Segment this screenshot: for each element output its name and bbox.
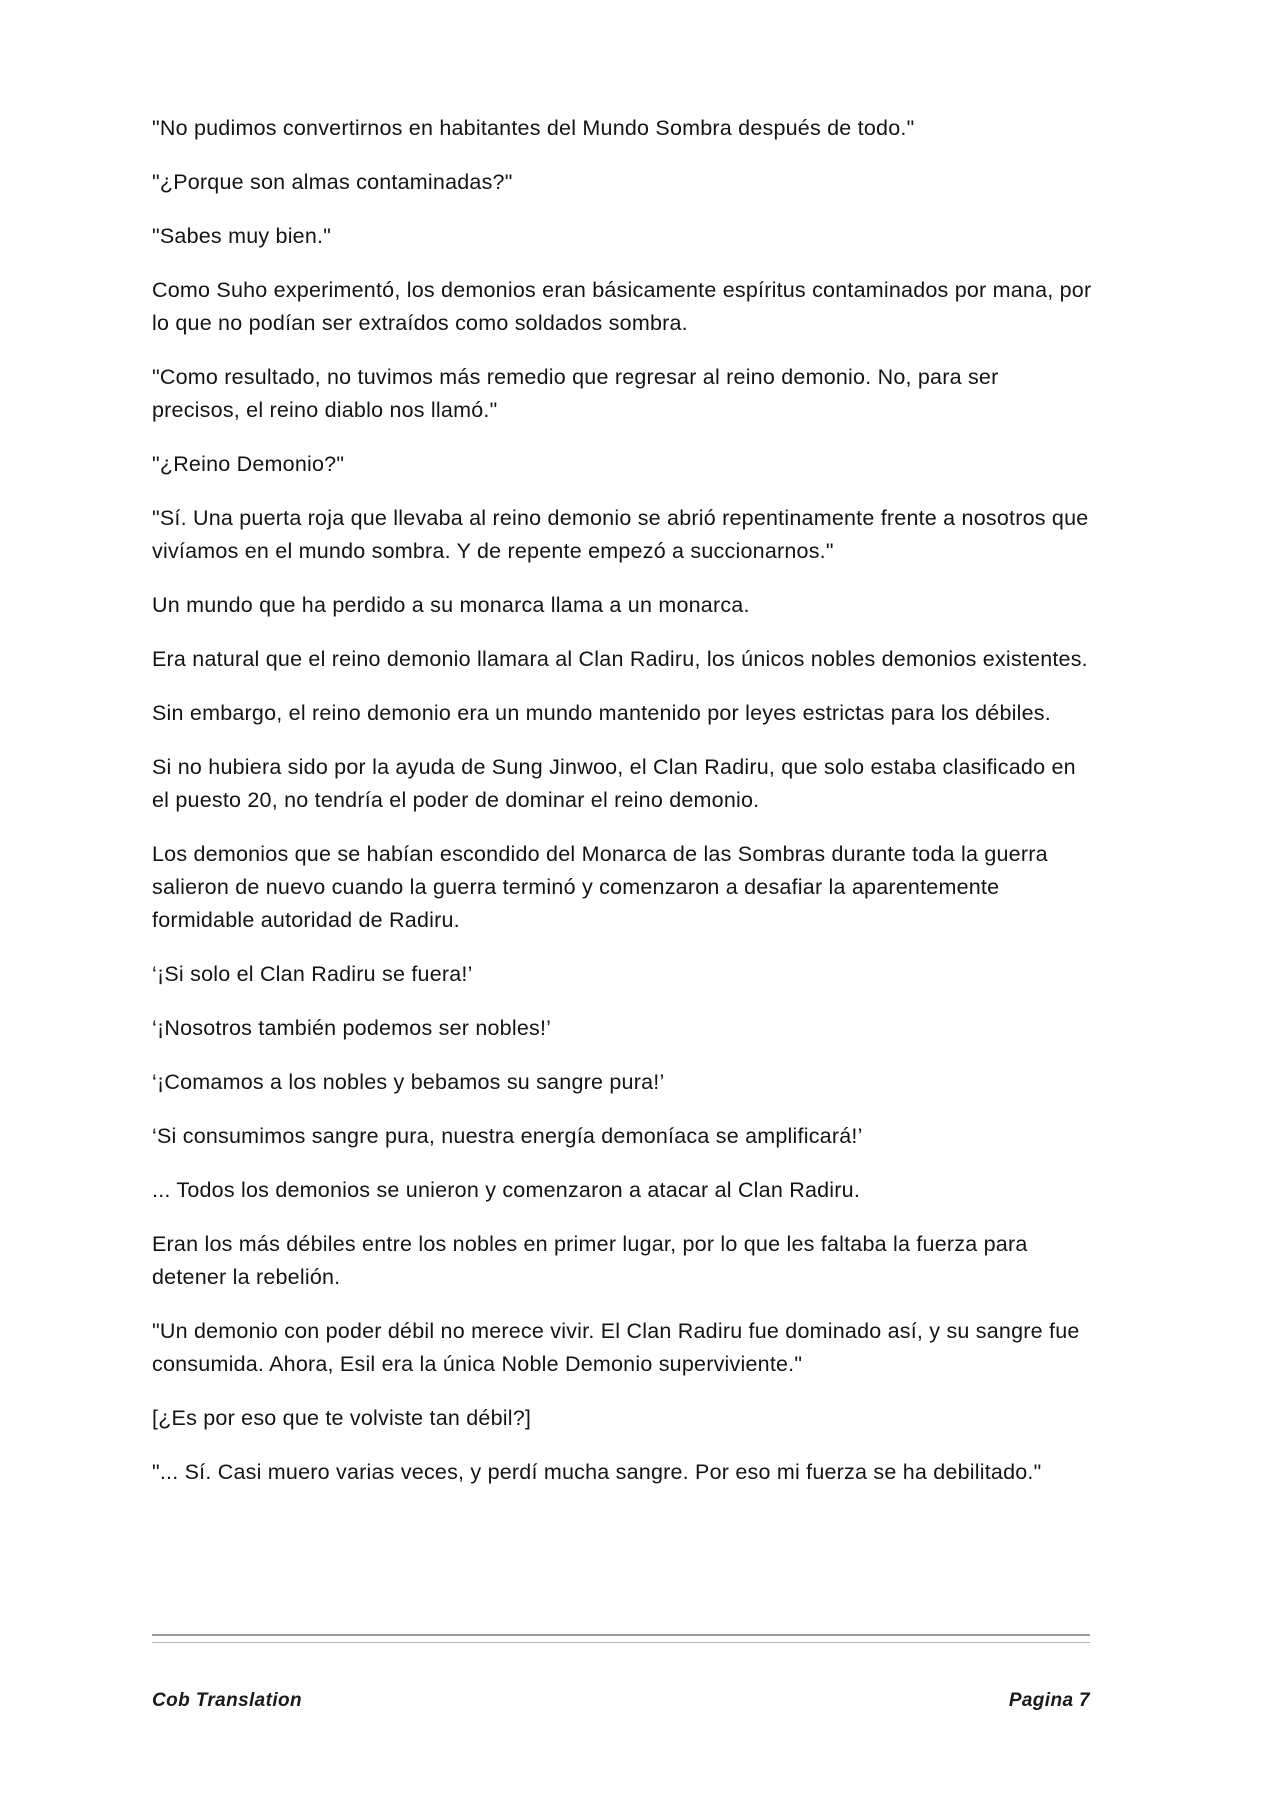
paragraph: Como Suho experimentó, los demonios eran básicamente espíritus contaminados por mana, por lo que no podían ser extraídos como soldados sombra.	[152, 278, 1092, 335]
paragraph: "... Sí. Casi muero varias veces, y perdí mucha sangre. Por eso mi fuerza se ha debilitado."	[152, 1460, 1042, 1484]
paragraph: ... Todos los demonios se unieron y comenzaron a atacar al Clan Radiru.	[152, 1178, 861, 1202]
paragraph: Un mundo que ha perdido a su monarca llama a un monarca.	[152, 593, 750, 617]
document-body	[152, 112, 1092, 1489]
footer-page-number: Pagina 7	[1008, 1690, 1090, 1711]
footer-translator-credit: Cob Translation	[152, 1690, 302, 1711]
divider-line-bottom	[152, 1642, 1090, 1643]
paragraph: "¿Porque son almas contaminadas?"	[152, 170, 513, 194]
paragraph: Era natural que el reino demonio llamara al Clan Radiru, los únicos nobles demonios existentes.	[152, 647, 1088, 671]
page-footer	[152, 1690, 1090, 1712]
paragraph: Si no hubiera sido por la ayuda de Sung Jinwoo, el Clan Radiru, que solo estaba clasificado en el puesto 20, no tendría el poder de dominar el reino demonio.	[152, 755, 1076, 812]
paragraph: Sin embargo, el reino demonio era un mundo mantenido por leyes estrictas para los débiles.	[152, 701, 1051, 725]
footer-divider	[152, 1634, 1090, 1643]
paragraph: "Un demonio con poder débil no merece vivir. El Clan Radiru fue dominado así, y su sangre fue consumida. Ahora, Esil era la única Noble Demonio superviviente."	[152, 1319, 1080, 1376]
divider-line-top	[152, 1634, 1090, 1636]
paragraph: "Como resultado, no tuvimos más remedio que regresar al reino demonio. No, para ser precisos, el reino diablo nos llamó."	[152, 365, 999, 422]
paragraph: "No pudimos convertirnos en habitantes del Mundo Sombra después de todo."	[152, 116, 915, 140]
paragraph: "Sí. Una puerta roja que llevaba al reino demonio se abrió repentinamente frente a nosotros que vivíamos en el mundo sombra. Y de repente empezó a succionarnos."	[152, 506, 1089, 563]
paragraph: ‘¡Si solo el Clan Radiru se fuera!’	[152, 962, 473, 986]
paragraph: "¿Reino Demonio?"	[152, 452, 345, 476]
paragraph: "Sabes muy bien."	[152, 224, 332, 248]
paragraph: ‘Si consumimos sangre pura, nuestra energía demoníaca se amplificará!’	[152, 1124, 863, 1148]
paragraph: [¿Es por eso que te volviste tan débil?]	[152, 1406, 532, 1430]
paragraph: ‘¡Nosotros también podemos ser nobles!’	[152, 1016, 552, 1040]
paragraph: Eran los más débiles entre los nobles en primer lugar, por lo que les faltaba la fuerza para detener la rebelión.	[152, 1232, 1028, 1289]
paragraph: Los demonios que se habían escondido del Monarca de las Sombras durante toda la guerra salieron de nuevo cuando la guerra terminó y comenzaron a desafiar la aparentemente formidable autoridad de Radiru.	[152, 842, 1048, 932]
paragraph: ‘¡Comamos a los nobles y bebamos su sangre pura!’	[152, 1070, 665, 1094]
